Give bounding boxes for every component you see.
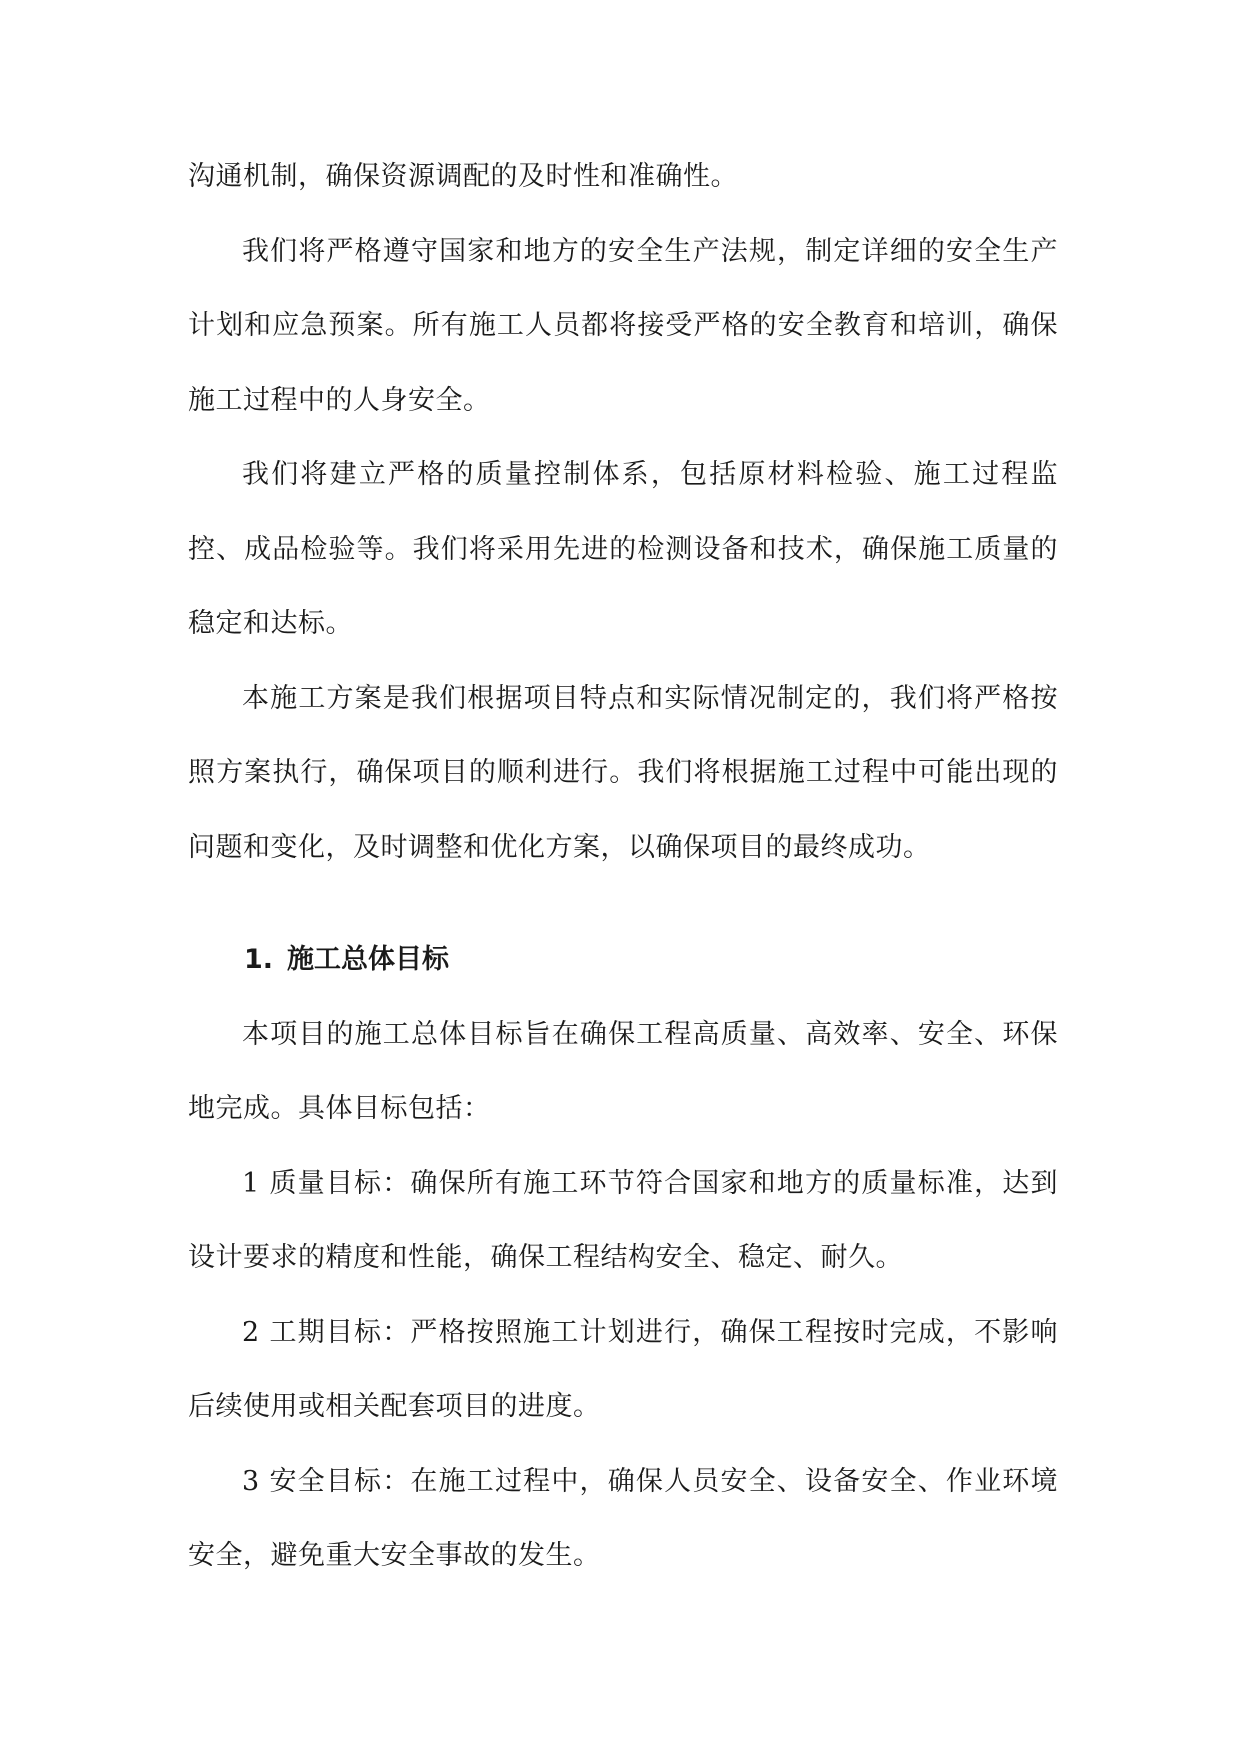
list-item-schedule-goal: 2 工期目标：严格按照施工计划进行，确保工程按时完成，不影响后续使用或相关配套项目的进度。 [188, 1316, 1058, 1422]
list-item-quality-goal: 1 质量目标：确保所有施工环节符合国家和地方的质量标准，达到设计要求的精度和性能，确保工程结构安全、稳定、耐久。 [188, 1167, 1058, 1273]
paragraph: 本项目的施工总体目标旨在确保工程高质量、高效率、安全、环保地完成。具体目标包括： [188, 1018, 1058, 1124]
list-item-safety-goal: 3 安全目标：在施工过程中，确保人员安全、设备安全、作业环境安全，避免重大安全事故的发生。 [188, 1465, 1058, 1571]
section-title: 施工总体目标 [287, 944, 450, 975]
paragraph: 沟通机制，确保资源调配的及时性和准确性。 [188, 161, 738, 192]
section-heading [188, 923, 1058, 998]
paragraph: 我们将建立严格的质量控制体系，包括原材料检验、施工过程监控、成品检验等。我们将采用先进的检测设备和技术，确保施工质量的稳定和达标。 [188, 459, 1058, 639]
section-number: 1. [244, 944, 274, 975]
document-body [188, 140, 1058, 1594]
paragraph: 我们将严格遵守国家和地方的安全生产法规，制定详细的安全生产计划和应急预案。所有施工人员都将接受严格的安全教育和培训，确保施工过程中的人身安全。 [188, 235, 1058, 416]
paragraph: 本施工方案是我们根据项目特点和实际情况制定的，我们将严格按照方案执行，确保项目的顺利进行。我们将根据施工过程中可能出现的问题和变化，及时调整和优化方案，以确保项目的最终成功。 [188, 682, 1058, 863]
